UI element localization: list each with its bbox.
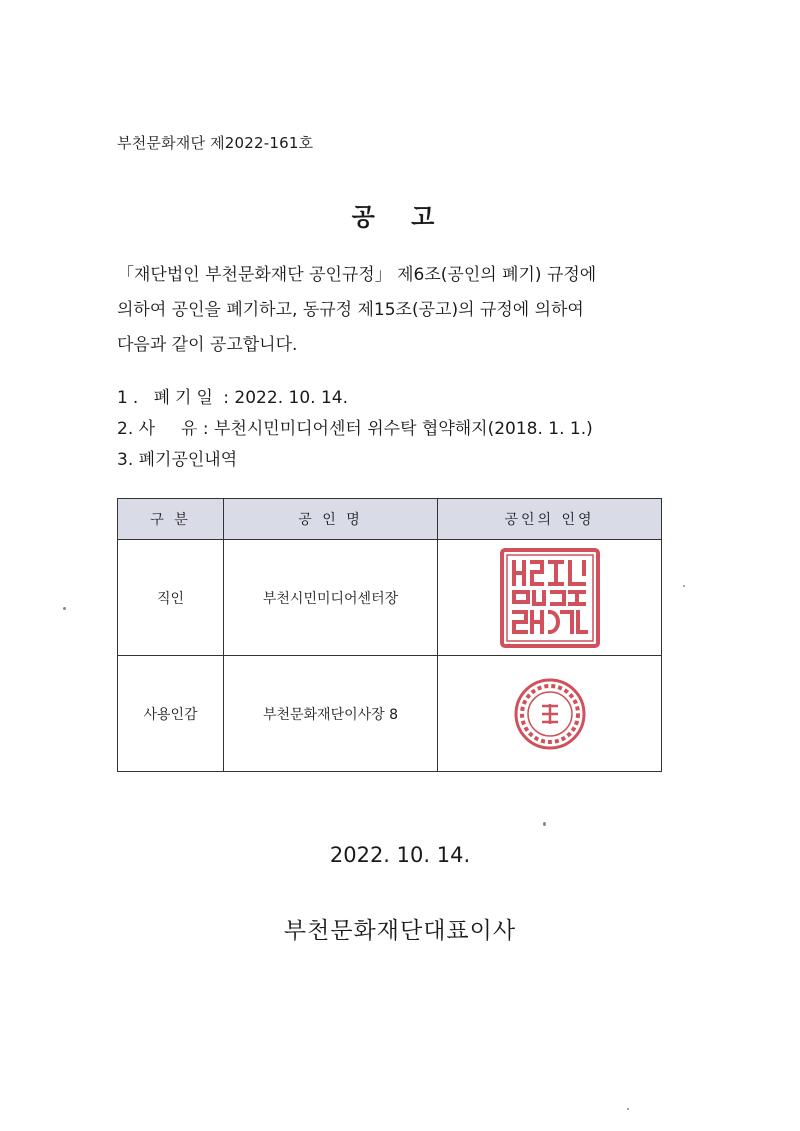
header-seal-impression: 공인의 인영 xyxy=(438,499,662,540)
scan-speck xyxy=(683,585,685,587)
item-label-b: 유 xyxy=(181,419,198,439)
cell-seal-impression xyxy=(438,540,662,656)
square-seal-image xyxy=(498,546,602,650)
table-header-row xyxy=(118,499,662,540)
scan-speck xyxy=(627,1108,629,1110)
cell-seal-name: 부천문화재단이사장 8 xyxy=(224,656,438,772)
document-title: 공 고 xyxy=(351,203,449,231)
notice-body-line: 「재단법인 부천문화재단 공인규정」 제6조(공인의 폐기) 규정에 xyxy=(117,265,597,285)
cell-category: 직인 xyxy=(118,540,224,656)
item-label: 2. 사 xyxy=(117,419,156,439)
notice-date: 2022. 10. 14. xyxy=(329,843,471,867)
table-row xyxy=(118,656,662,772)
cell-category: 사용인감 xyxy=(118,656,224,772)
notice-body-line: 의하여 공인을 폐기하고, 동규정 제15조(공고)의 규정에 의하여 xyxy=(117,300,584,320)
notice-items xyxy=(117,383,717,476)
header-category: 구 분 xyxy=(118,499,224,540)
item-disposal-date xyxy=(117,383,717,414)
table-row xyxy=(118,540,662,656)
cell-seal-name: 부천시민미디어센터장 xyxy=(224,540,438,656)
round-seal-image xyxy=(512,676,588,752)
cell-seal-impression xyxy=(438,656,662,772)
item-label: 3. 폐기공인내역 xyxy=(117,450,238,470)
header-seal-name: 공 인 명 xyxy=(224,499,438,540)
scan-speck xyxy=(63,607,66,610)
seal-table xyxy=(117,498,662,772)
item-seal-list xyxy=(117,445,717,476)
notice-body xyxy=(117,258,697,363)
issuer-name: 부천문화재단대표이사 xyxy=(283,918,517,944)
document-number: 부천문화재단 제2022-161호 xyxy=(117,134,314,152)
item-value: : 2022. 10. 14. xyxy=(223,388,348,408)
scan-speck xyxy=(543,822,546,826)
item-value: : 부천시민미디어센터 위수탁 협약해지(2018. 1. 1.) xyxy=(202,419,593,439)
item-label: 1. 폐기일 xyxy=(117,388,218,408)
notice-body-line: 다음과 같이 공고합니다. xyxy=(117,335,298,355)
item-reason xyxy=(117,414,717,445)
